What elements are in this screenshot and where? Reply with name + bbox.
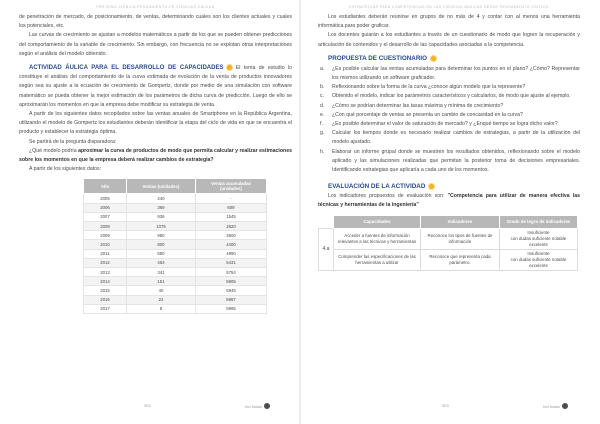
question-letter: f. (320, 121, 323, 128)
sun-icon (227, 65, 232, 70)
cumulative-cell: 609 (196, 203, 267, 212)
left-paragraph-3-text: El tema de estudio lo constituye el análisis del comportamiento de la curva estimada de evolución de la venta de productos innovadores según sea su ajuste a la ecuación de crecimiento de Gompertz, donde por medio de una simulación con software matemático se pueda obtener la mejor estimación de los parámetros de dicha curva de predicción. Luego de ello se aproximarán los momentos en que la empresa debe modificar su estrategia de venta. (19, 65, 292, 108)
list-item (318, 65, 580, 83)
cumulative-cell: - (196, 194, 267, 203)
right-paragraph-1: Los estudiantes deberán reunirse en grupos de no más de 4 y contar con al menos una herramienta informática para poder graficar. (318, 14, 580, 30)
year-cell: 2017 (84, 304, 127, 313)
section-title-cuestionario (328, 54, 580, 63)
cumulative-cell: 5754 (196, 267, 267, 276)
question-letter: d. (320, 102, 325, 109)
right-footer (442, 403, 449, 408)
question-text: Obtenido el modelo, indicar los parámetros característicos y calcularlos, de modo que ajuste al ejemplo. (332, 93, 571, 100)
cumulative-cell: 5431 (196, 258, 267, 267)
brand-logo-icon (562, 403, 568, 409)
question-text: Elaborar un informe grupal donde se muestren los resultados obtenidos, reflexionando sobre el modelo aplicado y las simulaciones realizadas que permitan la posterior toma de decisiones empresariales. Identificando estrategias que aplicaría a cada uno de los momentos. (332, 148, 580, 174)
year-cell: 2009 (84, 231, 127, 240)
right-running-head: ESTRATEGIAS PARA COMPETENCIAS EN LAS CIENCIAS BÁSICAS DESDE PENSAMIENTO CRÍTICO (349, 5, 549, 9)
evaluation-paragraph-prefix: Los indicadores propuestos de evaluación son: (328, 193, 448, 200)
cumulative-cell: 3600 (196, 231, 267, 240)
eval-row (319, 228, 578, 249)
sales-header-units: Ventas (unidades) (127, 179, 196, 194)
year-cell: 2014 (84, 277, 127, 286)
table-row (84, 240, 267, 249)
right-paragraph-2: Los docentes guiarán a los estudiantes a través de un cuestionario de modo que logren la recuperación y articulación de contenidos y el desarrollo de las capacidades asociadas a la competencia. (318, 32, 580, 48)
sun-icon (429, 184, 434, 189)
year-cell: 2013 (84, 267, 127, 276)
table-row (84, 277, 267, 286)
units-cell: 151 (127, 277, 196, 286)
eval-code: 4.a (319, 228, 334, 270)
left-page-number: 302 (144, 403, 151, 408)
units-cell: 463 (127, 258, 196, 267)
table-row (84, 212, 267, 221)
right-page-number: 303 (442, 403, 449, 408)
sales-header-cumulative: Ventas acumuladas (unidades) (196, 179, 267, 194)
units-cell: 936 (127, 212, 196, 221)
left-paragraph-1: de penetración de mercado, de posicionamiento, de ventas, determinando cuales son los clientes actuales y cuales los potenciales, etc. (19, 14, 292, 30)
question-letter: e. (320, 111, 325, 118)
table-row (84, 286, 267, 295)
right-brand-text: Ind Nalan (543, 403, 561, 409)
units-cell: 341 (127, 267, 196, 276)
right-footer-brand (543, 403, 568, 409)
list-item (318, 83, 580, 92)
cumulative-cell: 4400 (196, 240, 267, 249)
question-text: ¿Es posible determinar el valor de saturación de mercado? y ¿Enqué tiempo se logra dicho valor? (332, 121, 558, 128)
units-cell: 22 (127, 295, 196, 304)
year-cell: 2007 (84, 212, 127, 221)
cumulative-cell: 5987 (196, 295, 267, 304)
cumulative-cell: 5945 (196, 286, 267, 295)
table-row (84, 194, 267, 203)
eval-row (319, 249, 578, 270)
year-cell: 2010 (84, 240, 127, 249)
cumulative-cell: 1545 (196, 212, 267, 221)
left-paragraph-7: A partir de los siguientes datos: (29, 166, 102, 173)
table-row (84, 304, 267, 313)
list-item (318, 120, 580, 129)
list-item (318, 92, 580, 101)
evaluation-paragraph (318, 192, 580, 210)
evaluation-table (318, 215, 578, 271)
left-running-head: PRE-DINO-CIENCIA-PENSAMIENTO-FE-CIENCIAS-CALCUA (96, 5, 215, 9)
year-cell: 2005 (84, 194, 127, 203)
units-cell: 40 (127, 286, 196, 295)
units-cell: 980 (127, 231, 196, 240)
left-paragraph-3 (19, 64, 292, 110)
sales-table-body (84, 194, 267, 313)
right-page (300, 0, 600, 424)
question-list (318, 65, 580, 175)
evaluation-paragraph-bold: "Competencia para utilizar de manera efectiva las técnicas y herramientas de la ingeniería" (318, 193, 580, 209)
year-cell: 2012 (84, 258, 127, 267)
eval-table-header (319, 215, 578, 228)
question-letter: h. (320, 148, 325, 155)
year-cell: 2011 (84, 249, 127, 258)
year-cell: 2015 (84, 286, 127, 295)
question-text: Calcular los tiempos donde es necesario realizar cambios de estrategias, a partir de la utilización del modelo ajustado. (332, 130, 580, 146)
eval-header-indicadores: Indicadores (421, 215, 500, 228)
question-text: ¿Con qué porcentaje de ventas se presenta un cambio de concavidad en la curva? (332, 111, 523, 118)
cumulative-cell: 2620 (196, 222, 267, 231)
question-letter: b. (320, 84, 325, 91)
question-text: ¿Es posible calcular las ventas acumuladas para determinar los puntos en el plano? ¿Cómo? Representar los mismos utilizando un software graficador. (332, 65, 580, 82)
question-letter: g. (320, 130, 325, 137)
list-item (318, 102, 580, 111)
left-paragraph-6-bold: aproximar la curva de productos de modo que permita calcular y realizar estimaciones sobre los momentos en que la empresa deberá realizar cambios de estrategia? (19, 147, 292, 164)
left-paragraph-2: Las curvas de crecimiento se ajustan a modelos matemáticos a partir de los que se pueden obtener predicciones del comportamiento de la variable de crecimiento. Sin embargo, con frecuencia no se explotan otras interpretaciones según el análisis del modelo obtenido. (19, 32, 292, 57)
units-cell: 8 (127, 304, 196, 313)
eval-capacidad: Acceder a fuentes de información relevantes a las técnicas y herramientas (334, 228, 421, 249)
year-cell: 2016 (84, 295, 127, 304)
brand-logo-icon (264, 403, 270, 409)
eval-indicador: Reconoce los tipos de fuentes de información (421, 228, 500, 249)
list-item (318, 129, 580, 147)
cumulative-cell: 5995 (196, 304, 267, 313)
units-cell: 800 (127, 240, 196, 249)
section-title-actividad: ACTIVIDAD ÁULICA PARA EL DESARROLLO DE CAPACIDADES (29, 65, 224, 72)
units-cell: 590 (127, 249, 196, 258)
year-cell: 2006 (84, 203, 127, 212)
sales-header-year: Año (84, 179, 127, 194)
cumulative-cell: 5905 (196, 277, 267, 286)
cumulative-cell: 4990 (196, 249, 267, 258)
table-row (84, 267, 267, 276)
eval-header-blank (319, 215, 334, 228)
question-text: Reflexionando sobre la forma de la curva ¿conoce algún modelo que la represente? (332, 84, 526, 91)
left-paragraph-6-prefix: ¿Qué modelo podría (29, 147, 79, 154)
question-letter: a. (320, 65, 325, 72)
left-footer (144, 403, 151, 408)
year-cell: 2008 (84, 222, 127, 231)
question-letter: c. (320, 93, 325, 100)
eval-header-grado: Grado de logro de indicadores (500, 215, 578, 228)
units-cell: 240 (127, 194, 196, 203)
left-paragraph-6 (19, 147, 292, 165)
table-row (84, 222, 267, 231)
left-paragraph-4: A partir de los siguientes datos recopilados sobre las ventas anuales de Smartphone en la República Argentina, utilizando el modelo de Gompertz los estudiantes deberán identificar la etapa del ciclo de vida en que se encuentra el producto y establecer la estrategia óptima. (19, 111, 292, 136)
left-brand-text: Ind Nalan (245, 403, 263, 409)
eval-grado: Insuficiente con dudas suficiente notable excelente (500, 249, 578, 270)
units-cell: 1075 (127, 222, 196, 231)
table-row (84, 203, 267, 212)
section-title-evaluacion (328, 182, 580, 191)
left-paragraph-5: Se partirá de la pregunta disparadora: (29, 138, 117, 145)
table-row (84, 258, 267, 267)
list-item (318, 148, 580, 176)
units-cell: 369 (127, 203, 196, 212)
eval-indicador: Reconoce que representa cada parámetro. (421, 249, 500, 270)
left-footer-brand (245, 403, 270, 409)
eval-grado: Insuficiente con dudas suficiente notable excelente (500, 228, 578, 249)
evaluacion-title-text: EVALUACIÓN DE LA ACTIVIDAD (328, 183, 426, 191)
list-item (318, 111, 580, 120)
table-row (84, 231, 267, 240)
sales-table (83, 178, 267, 313)
eval-header-capacidades: Capacidades (334, 215, 421, 228)
table-row (84, 295, 267, 304)
eval-capacidad: Comprender las especificaciones de las herramientas a utilizar (334, 249, 421, 270)
sales-table-header (84, 179, 267, 194)
cuestionario-title-text: PROPUESTA DE CUESTIONARIO (328, 54, 428, 62)
sun-icon (431, 56, 436, 61)
question-text: ¿Cómo se podrían determinar las tasas máxima y mínima de crecimiento? (332, 102, 504, 109)
table-row (84, 249, 267, 258)
